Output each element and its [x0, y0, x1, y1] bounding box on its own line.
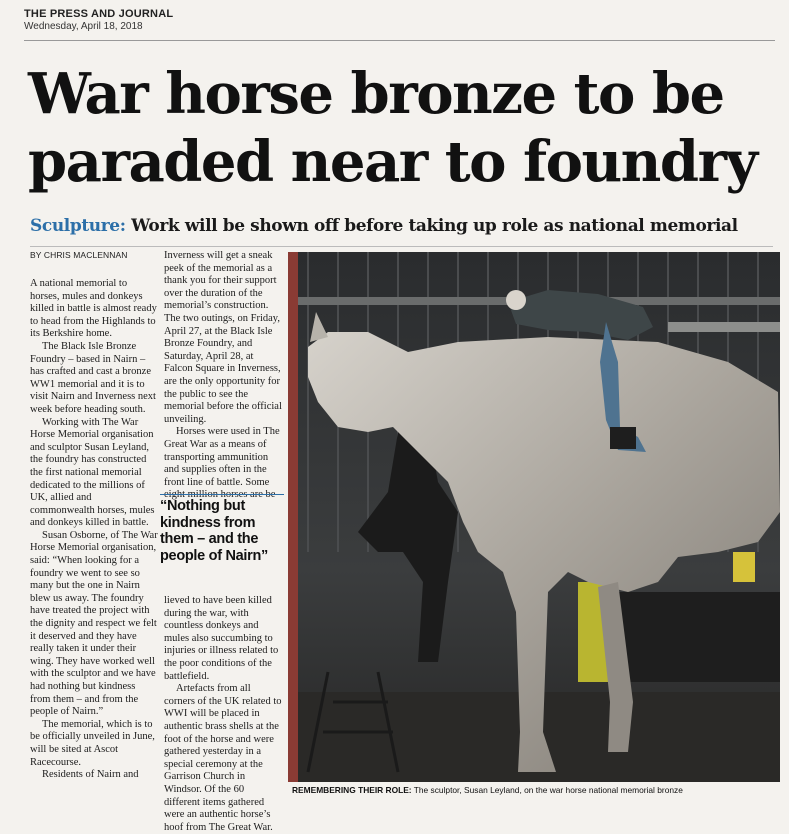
paragraph: Inverness will get a sneak peek of the memorial as a thank you for their support over the duration of the memorial’s construction. The two outings, on Friday, April 27, at the Black Isle Bronze Foundry, and Saturday, April 28, at Falcon Square in Inverness, are the only opportunity for the public to see the memorial before the official unveiling. — [164, 250, 282, 425]
subhead-rule — [30, 246, 773, 247]
subhead-kicker: Sculpture: — [30, 216, 126, 236]
paragraph: A national memorial to horses, mules and donkeys killed in battle is almost ready to head from the Highlands to its Berkshire home. — [30, 278, 157, 340]
horse-sculpture-photo-illustration — [288, 252, 780, 782]
caption-lead: REMEMBERING THEIR ROLE: — [292, 785, 412, 795]
masthead-rule — [24, 40, 775, 41]
paragraph: The Black Isle Bronze Foundry – based in Nairn – has crafted and cast a bronze WW1 memorial and it is to visit Nairn and Inverness next week before heading south. — [30, 340, 156, 415]
headline: War horse bronze to be paraded near to foundry — [28, 61, 757, 195]
paragraph: The memorial, which is to be officially unveiled in June, will be sited at Ascot Racecourse. — [30, 718, 155, 768]
byline: BY CHRIS MACLENNAN — [30, 250, 128, 260]
paragraph: Residents of Nairn and — [42, 769, 139, 781]
publication-date: Wednesday, April 18, 2018 — [24, 21, 143, 32]
article-photo — [288, 252, 780, 782]
subheadline — [30, 216, 780, 236]
paragraph: Susan Osborne, of The War Horse Memorial organisation, said: “When looking for a foundry we went to see so many but the one in Nairn blew us away. The foundry have treated the project with the dignity and respect we felt it deserved and they have really taken it under their wing. They have worked well with the sculptor and we have had nothing but kindness from them – and from the people of Nairn.” — [30, 529, 158, 718]
caption-text: The sculptor, Susan Leyland, on the war horse national memorial bronze — [413, 785, 683, 795]
pull-quote: “Nothing but kindness from them – and the people of Nairn” — [160, 494, 284, 564]
subhead-text: Work will be shown off before taking up role as national memorial — [131, 216, 738, 236]
paragraph: lieved to have been killed during the war, with countless donkeys and mules also succumbing to injuries or illness related to the poor conditions of the battlefield. — [164, 595, 279, 682]
article-column-2-top — [164, 250, 282, 502]
paragraph: Artefacts from all corners of the UK related to WWI will be placed in authentic brass shells at the foot of the horse and were gathered yesterday in a special ceremony at the Garrison Church in Windsor. Of the 60 different items gathered were an authentic horse’s hoof from The Great War. — [164, 683, 282, 833]
photo-caption — [292, 785, 683, 795]
paper-name: THE PRESS AND JOURNAL — [24, 8, 174, 20]
masthead — [24, 8, 173, 32]
article-column-2-bottom — [164, 595, 282, 834]
article-column-1 — [30, 278, 158, 782]
paragraph: Horses were used in The Great War as a means of transporting ammunition and supplies often in the front line of battle. Some eight million horses are be- — [164, 426, 280, 501]
paragraph: Working with The War Horse Memorial organisation and sculptor Susan Leyland, the foundry has constructed the first national memorial dedicated to the millions of UK, allied and commonwealth horses, mules and donkeys killed in battle. — [30, 416, 155, 529]
